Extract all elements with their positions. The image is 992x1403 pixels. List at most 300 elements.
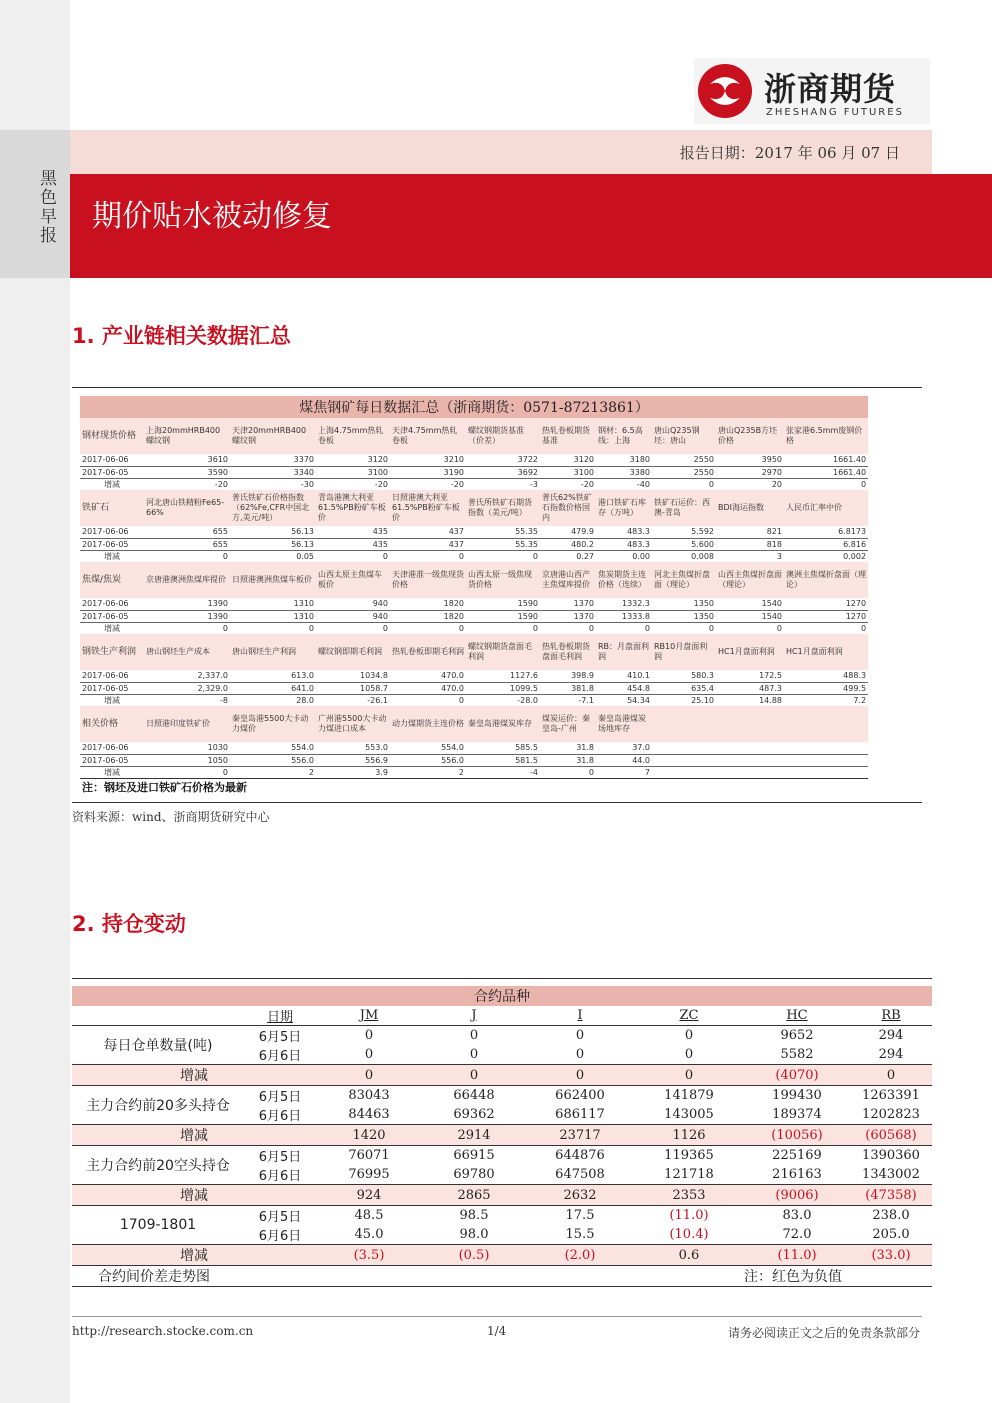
- table2-cell: 83043: [348, 1088, 390, 1103]
- table1-cell: 410.1: [596, 670, 652, 682]
- table2-header-cell: I: [526, 1006, 634, 1026]
- table1-cell: 6.8173: [784, 526, 868, 538]
- table1-row: [80, 670, 868, 682]
- table1-header-cell: 日照港澳大利亚61.5%PB粉矿车板价: [390, 490, 466, 526]
- chart-caption: 合约间价差走势图: [72, 1266, 422, 1287]
- table1-cell: 437: [390, 538, 466, 550]
- table2-change-cell: 0: [316, 1065, 422, 1086]
- table2-change-cell: 1126: [634, 1125, 744, 1146]
- table1-change-cell: 20: [771, 479, 782, 489]
- table1-change-cell: -20: [580, 479, 594, 489]
- table2-change-label: 增减: [72, 1065, 316, 1086]
- table2-header-cell: JM: [316, 1006, 422, 1026]
- table1-change-cell: -20: [214, 479, 228, 489]
- table1-cell: 1350: [652, 610, 716, 622]
- industry-data-table: [80, 396, 868, 796]
- table1-cell: 613.0: [230, 670, 316, 682]
- table1-cell: [716, 742, 784, 754]
- table1-change-cell: 0: [458, 623, 464, 633]
- table1-cell: 1350: [652, 598, 716, 610]
- table2-row: [72, 1146, 932, 1166]
- table1-cell: 2017-06-05: [80, 538, 144, 550]
- table1-change-cell: -3: [530, 479, 538, 489]
- table1-cell: 6.816: [784, 538, 868, 550]
- table1-cell: 435: [316, 526, 390, 538]
- table2-change-cell: 0: [526, 1065, 634, 1086]
- footer-url[interactable]: http://research.stocke.com.cn: [72, 1324, 254, 1338]
- table1-change-cell: 增减: [104, 623, 120, 633]
- table1-change-cell: [716, 766, 784, 778]
- table2-title-row: [72, 986, 932, 1006]
- table2-header-cell: RB: [850, 1006, 932, 1026]
- table1-title: 煤焦钢矿每日数据汇总（浙商期货：0571-87213861）: [80, 396, 868, 418]
- table1-cell: 2017-06-06: [80, 454, 144, 466]
- footer-rule: [72, 1316, 922, 1317]
- table1-header-cell: 唐山Q235B方坯价格: [716, 418, 784, 454]
- table1-change-cell: 0: [532, 551, 538, 561]
- section1-title: 1. 产业链相关数据汇总: [72, 324, 291, 348]
- table1-cell: 3180: [596, 454, 652, 466]
- table1-header-cell: [784, 706, 868, 742]
- table1-header-cell: HC1月盘面利润: [784, 634, 868, 670]
- table1-cell: 940: [316, 610, 390, 622]
- table1-header-cell: 焦炭期货主连价格（连续）: [596, 562, 652, 598]
- table1-header-cell: 螺纹钢期货盘面毛利润: [466, 634, 540, 670]
- table1-cell: 31.8: [540, 754, 596, 766]
- table1-change-cell: 0.27: [576, 551, 594, 561]
- table2-footer-row: [72, 1266, 932, 1287]
- table2-cell: 66915: [453, 1148, 495, 1163]
- table1-row: [80, 538, 868, 550]
- table1-cell: 1050: [144, 754, 230, 766]
- table2-row: [72, 1206, 932, 1226]
- table1-cell: [652, 742, 716, 754]
- table2-cell: 0: [684, 1028, 694, 1043]
- company-logo: [694, 58, 930, 124]
- table2-cell: 1390360: [862, 1148, 920, 1163]
- table2-change-cell: (2.0): [526, 1245, 634, 1266]
- table1-cell: [784, 754, 868, 766]
- table1-cell: 2017-06-06: [80, 526, 144, 538]
- table1-cell: 635.4: [652, 682, 716, 694]
- table1-header-cell: 钢材：6.5高线：上海: [596, 418, 652, 454]
- table2-change-cell: 2865: [422, 1185, 526, 1206]
- table2-change-cell: 924: [316, 1185, 422, 1206]
- table2-change-cell: (3.5): [316, 1245, 422, 1266]
- table1-cell: 1590: [466, 598, 540, 610]
- table1-cell: 56.13: [230, 526, 316, 538]
- table1-change-cell: 0: [458, 551, 464, 561]
- table2-group-label: 主力合约前20空头持仓: [86, 1158, 230, 1174]
- table2-cell: 98.5: [459, 1208, 489, 1223]
- footer-page: 1/4: [487, 1324, 507, 1338]
- table2-change-cell: (60568): [850, 1125, 932, 1146]
- table1-header-cell: 京唐港山西产主焦煤库提价: [540, 562, 596, 598]
- table2-cell: 0: [684, 1047, 694, 1062]
- table2-cell: 294: [878, 1047, 904, 1062]
- table1-cell: 470.0: [390, 682, 466, 694]
- table2-change-cell: 0: [634, 1065, 744, 1086]
- table1-change-cell: -20: [374, 479, 388, 489]
- table1-row: [80, 610, 868, 622]
- logo-name-cn: 浙商期货: [764, 70, 897, 108]
- table1-cell: 554.0: [390, 742, 466, 754]
- table2-date-cell: 6月6日: [258, 1169, 302, 1184]
- table1-cell: 585.5: [466, 742, 540, 754]
- table2-cell: 1263391: [862, 1088, 920, 1103]
- table2-change-label: 增减: [72, 1185, 316, 1206]
- table1-header-cell: 山西主焦煤折盘面（理论）: [716, 562, 784, 598]
- data-source: 资料来源：wind、浙商期货研究中心: [72, 810, 270, 824]
- table1-header-cell: 青岛港澳大利亚61.5%PB粉矿车板价: [316, 490, 390, 526]
- table1-cell: 554.0: [230, 742, 316, 754]
- table1-cell: 435: [316, 538, 390, 550]
- table1-cell: 3380: [596, 466, 652, 478]
- table2-change-row: [72, 1125, 932, 1146]
- table1-header-row: [80, 706, 868, 742]
- table2-cell: 1343002: [862, 1167, 920, 1182]
- table1-change-row: [80, 550, 868, 562]
- table1-cell: [716, 754, 784, 766]
- table1-cell: 499.5: [784, 682, 868, 694]
- table2-cell: 121718: [664, 1167, 714, 1182]
- table2-group-label: 主力合约前20多头持仓: [86, 1098, 230, 1114]
- table1-cell: 2,329.0: [144, 682, 230, 694]
- table1-header-cell: 张家港6.5mm废钢价格: [784, 418, 868, 454]
- table1-header-cell: RB10月盘面利润: [652, 634, 716, 670]
- table1-cell: 2017-06-05: [80, 682, 144, 694]
- table1-change-cell: 增减: [104, 551, 120, 561]
- table1-change-cell: 3.9: [375, 767, 388, 777]
- table1-header-cell: 热轧卷板期货盘面毛利润: [540, 634, 596, 670]
- table1-change-cell: 0.05: [296, 551, 314, 561]
- table2-group-label: 每日仓单数量(吨): [103, 1038, 213, 1054]
- table2-change-cell: (10056): [744, 1125, 850, 1146]
- table1-header-row: [80, 562, 868, 598]
- table1-header-cell: 港口铁矿石库存（万吨）: [596, 490, 652, 526]
- table2-change-row: [72, 1245, 932, 1266]
- table2-group-label: 1709-1801: [119, 1217, 197, 1233]
- table1-cell: 1058.7: [316, 682, 390, 694]
- table1-cell: 1310: [230, 598, 316, 610]
- table1-change-cell: [784, 766, 868, 778]
- table1-header-cell: 河北主焦煤折盘面（理论）: [652, 562, 716, 598]
- table1-cell: 556.0: [230, 754, 316, 766]
- table2-cell: 76995: [348, 1167, 390, 1182]
- side-label: [0, 130, 70, 278]
- table1-row: [80, 466, 868, 478]
- table2-header-cell: ZC: [634, 1006, 744, 1026]
- table2-cell: 141879: [664, 1088, 714, 1103]
- table1-cell: 172.5: [716, 670, 784, 682]
- table2-cell: 66448: [453, 1088, 495, 1103]
- table1-cell: [652, 754, 716, 766]
- table1-change-cell: 7: [644, 767, 650, 777]
- position-change-table: [72, 986, 932, 1287]
- table1-change-cell: 0: [708, 623, 714, 633]
- table1-cell: 55.35: [466, 538, 540, 550]
- table2-cell: 0: [575, 1047, 585, 1062]
- table1-header-cell: [716, 706, 784, 742]
- table2-change-cell: 23717: [526, 1125, 634, 1146]
- table1-change-cell: 0: [588, 767, 594, 777]
- table1-cell: 940: [316, 598, 390, 610]
- table1-change-cell: 54.34: [627, 695, 650, 705]
- table1-change-cell: 0: [532, 623, 538, 633]
- table2-date-cell: 6月5日: [258, 1090, 302, 1105]
- table2-header-cell: 日期: [244, 1006, 316, 1026]
- table2-date-cell: 6月5日: [258, 1210, 302, 1225]
- table1-cell: 488.3: [784, 670, 868, 682]
- table1-change-row: [80, 622, 868, 634]
- table2-change-cell: 2632: [526, 1185, 634, 1206]
- table2-cell: 686117: [555, 1107, 605, 1122]
- table1-cell: 483.3: [596, 526, 652, 538]
- table1-group-label: 铁矿石: [80, 490, 144, 526]
- table2-cell: 216163: [772, 1167, 822, 1182]
- table1-header-cell: 秦皇岛港5500大卡动力煤价: [230, 706, 316, 742]
- table1-header-cell: 动力煤期货主连价格: [390, 706, 466, 742]
- table1-header-cell: 螺纹钢期货基准（价差）: [466, 418, 540, 454]
- table2-change-label: 增减: [72, 1245, 316, 1266]
- table1-cell: 3120: [540, 454, 596, 466]
- table2-cell: (10.4): [669, 1227, 709, 1242]
- table2-row: [72, 1026, 932, 1046]
- table1-header-cell: 天津4.75mm热轧卷板: [390, 418, 466, 454]
- table2-cell: 83.0: [782, 1208, 812, 1223]
- table2-header-row: [72, 1006, 932, 1026]
- table1-change-row: [80, 766, 868, 778]
- table1-cell: 2550: [652, 466, 716, 478]
- table1-header-cell: 普氏所铁矿石期货指数（美元/吨）: [466, 490, 540, 526]
- table2-cell: 119365: [664, 1148, 714, 1163]
- table2-change-cell: (4070): [744, 1065, 850, 1086]
- table1-header-cell: 天津港准一级焦现货价格: [390, 562, 466, 598]
- table1-header-cell: 唐山钢坯生产利润: [230, 634, 316, 670]
- table2-cell: 17.5: [565, 1208, 595, 1223]
- table2-change-cell: 0: [850, 1065, 932, 1086]
- table1-change-row: [80, 694, 868, 706]
- table1-header-cell: 铁矿石运价：西澳-青岛: [652, 490, 716, 526]
- table1-cell: 5.592: [652, 526, 716, 538]
- table1-change-cell: -30: [300, 479, 314, 489]
- table2-date-cell: 6月6日: [258, 1109, 302, 1124]
- table2-cell: 0: [364, 1047, 374, 1062]
- table1-cell: 470.0: [390, 670, 466, 682]
- table1-row: [80, 526, 868, 538]
- table2-cell: 662400: [555, 1088, 605, 1103]
- table1-change-cell: 0: [860, 479, 867, 489]
- table1-change-cell: 0: [222, 551, 228, 561]
- table1-cell: 1540: [716, 610, 784, 622]
- table1-header-cell: 上海4.75mm热轧卷板: [316, 418, 390, 454]
- table1-change-cell: [652, 766, 716, 778]
- table1-cell: 3120: [316, 454, 390, 466]
- table2-change-row: [72, 1065, 932, 1086]
- table1-change-cell: -4: [530, 767, 538, 777]
- table1-change-cell: 0: [382, 623, 388, 633]
- table1-change-cell: -20: [450, 479, 464, 489]
- table1-header-cell: 普氏62%铁矿石指数价格国内: [540, 490, 596, 526]
- table1-cell: 1661.40: [784, 454, 868, 466]
- table1-cell: 2970: [716, 466, 784, 478]
- table1-header-cell: 上海20mmHRB400螺纹钢: [144, 418, 230, 454]
- table1-change-cell: 14.88: [759, 695, 782, 705]
- table1-change-cell: 2: [308, 767, 314, 777]
- table1-group-label: 相关价格: [80, 706, 144, 742]
- table1-cell: 5.600: [652, 538, 716, 550]
- table1-cell: 1370: [540, 598, 596, 610]
- table2-date-cell: 6月5日: [258, 1030, 302, 1045]
- table1-change-cell: 28.0: [296, 695, 314, 705]
- table2-cell: 48.5: [354, 1208, 384, 1223]
- table1-change-cell: 0: [222, 767, 228, 777]
- table2-change-cell: (0.5): [422, 1245, 526, 1266]
- table2-change-cell: (33.0): [850, 1245, 932, 1266]
- table1-header-cell: 人民币汇率中价: [784, 490, 868, 526]
- table1-change-cell: 0.008: [691, 551, 714, 561]
- table1-change-cell: 增减: [104, 479, 120, 489]
- table2-cell: 84463: [348, 1107, 390, 1122]
- table2-header-blank: [72, 1006, 244, 1026]
- table1-cell: 1332.3: [596, 598, 652, 610]
- table1-cell: 1030: [144, 742, 230, 754]
- table1-header-cell: 唐山Q235钢坯：唐山: [652, 418, 716, 454]
- table1-cell: 3692: [466, 466, 540, 478]
- table1-cell: 1127.6: [466, 670, 540, 682]
- table2-cell: 0: [364, 1028, 374, 1043]
- table1-bottom-rule: [72, 802, 922, 803]
- table1-cell: 580.3: [652, 670, 716, 682]
- table2-cell: 143005: [664, 1107, 714, 1122]
- table1-header-cell: RB：月盘面利润: [596, 634, 652, 670]
- table1-row: [80, 742, 868, 754]
- table2-cell: 45.0: [354, 1227, 384, 1242]
- table1-cell: 2017-06-05: [80, 610, 144, 622]
- logo-name-en: ZHESHANG FUTURES: [766, 107, 904, 118]
- table1-change-cell: 3: [776, 551, 782, 561]
- footer-spacer: [422, 1266, 744, 1287]
- table1-cell: 2,337.0: [144, 670, 230, 682]
- table2-date-cell: 6月6日: [258, 1229, 302, 1244]
- table1-header-cell: 广州港5500大卡动力煤进口成本: [316, 706, 390, 742]
- table1-header-cell: 秦皇岛港煤炭场地库存: [596, 706, 652, 742]
- table1-cell: 1270: [784, 598, 868, 610]
- table1-cell: 398.9: [540, 670, 596, 682]
- table1-header-cell: 日照港澳洲焦煤车板价: [230, 562, 316, 598]
- table2-cell: 0: [575, 1028, 585, 1043]
- table2-cell: 189374: [772, 1107, 822, 1122]
- table1-cell: 1540: [716, 598, 784, 610]
- table1-cell: 3210: [390, 454, 466, 466]
- section2-rule: [72, 978, 932, 979]
- table2-date-cell: 6月6日: [258, 1049, 302, 1064]
- table1-cell: 2017-06-06: [80, 670, 144, 682]
- table1-cell: 1590: [466, 610, 540, 622]
- table1-header-row: [80, 634, 868, 670]
- table1-cell: 1820: [390, 598, 466, 610]
- report-date-bar: [70, 130, 932, 174]
- table1-change-row: [80, 478, 868, 490]
- table1-header-cell: [652, 706, 716, 742]
- table1-cell: 2017-06-05: [80, 466, 144, 478]
- title-bar: [70, 174, 992, 278]
- table2-change-cell: (11.0): [744, 1245, 850, 1266]
- table2-cell: 5582: [780, 1047, 814, 1062]
- table1-cell: 2550: [652, 454, 716, 466]
- table2-cell: 0: [469, 1028, 479, 1043]
- table1-cell: 821: [716, 526, 784, 538]
- table1-cell: 3610: [144, 454, 230, 466]
- table2-cell: (11.0): [669, 1208, 709, 1223]
- table1-cell: 381.8: [540, 682, 596, 694]
- table2-header-cell: HC: [744, 1006, 850, 1026]
- table1-change-cell: 增减: [104, 695, 120, 705]
- negative-note: 注：红色为负值: [744, 1266, 932, 1287]
- table1-header-row: [80, 418, 868, 454]
- table1-change-cell: 2: [458, 767, 464, 777]
- table1-change-cell: 0: [588, 623, 594, 633]
- table1-header-cell: 螺纹钢即期毛利润: [316, 634, 390, 670]
- table1-change-cell: -8: [220, 695, 228, 705]
- table1-change-cell: 0: [308, 623, 314, 633]
- table1-cell: 556.9: [316, 754, 390, 766]
- table2-cell: 1202823: [862, 1107, 920, 1122]
- table1-cell: 1310: [230, 610, 316, 622]
- table2-cell: 0: [469, 1047, 479, 1062]
- table1-change-cell: 0.002: [843, 551, 867, 561]
- table1-cell: 581.5: [466, 754, 540, 766]
- table1-header-cell: 京唐港澳洲焦煤库提价: [144, 562, 230, 598]
- table1-header-cell: 河北唐山铁精粉Fe65-66%: [144, 490, 230, 526]
- table2-cell: 76071: [348, 1148, 390, 1163]
- table1-cell: 483.3: [596, 538, 652, 550]
- table1-cell: 1099.5: [466, 682, 540, 694]
- table1-header-cell: BDI海运指数: [716, 490, 784, 526]
- table1-change-cell: 0: [458, 695, 464, 705]
- table1-change-cell: -28.0: [517, 695, 538, 705]
- table1-header-cell: 秦皇岛港煤炭库存: [466, 706, 540, 742]
- table1-note-row: [80, 778, 868, 796]
- table1-cell: 1661.40: [784, 466, 868, 478]
- table1-change-cell: 0: [382, 551, 388, 561]
- table1-row: [80, 682, 868, 694]
- table1-cell: 56.13: [230, 538, 316, 550]
- table1-cell: 1390: [144, 610, 230, 622]
- table1-cell: 37.0: [596, 742, 652, 754]
- table1-cell: 1370: [540, 610, 596, 622]
- table1-cell: 1820: [390, 610, 466, 622]
- table1-change-cell: -7.1: [578, 695, 594, 705]
- table1-row: [80, 454, 868, 466]
- table1-cell: [784, 742, 868, 754]
- table1-cell: 1270: [784, 610, 868, 622]
- table2-cell: 644876: [555, 1148, 605, 1163]
- logo-mark-icon: [696, 62, 754, 120]
- table1-header-cell: 煤炭运价：秦皇岛-广州: [540, 706, 596, 742]
- table1-cell: 31.8: [540, 742, 596, 754]
- table1-header-row: [80, 490, 868, 526]
- table1-cell: 2017-06-06: [80, 742, 144, 754]
- section2-title: 2. 持仓变动: [72, 912, 186, 936]
- table2-change-cell: 2914: [422, 1125, 526, 1146]
- table2-cell: 69780: [453, 1167, 495, 1182]
- table1-change-cell: 0: [860, 623, 867, 633]
- table1-row: [80, 754, 868, 766]
- table1-header-cell: 日照港印度铁矿价: [144, 706, 230, 742]
- table2-cell: 98.0: [459, 1227, 489, 1242]
- table1-cell: 454.8: [596, 682, 652, 694]
